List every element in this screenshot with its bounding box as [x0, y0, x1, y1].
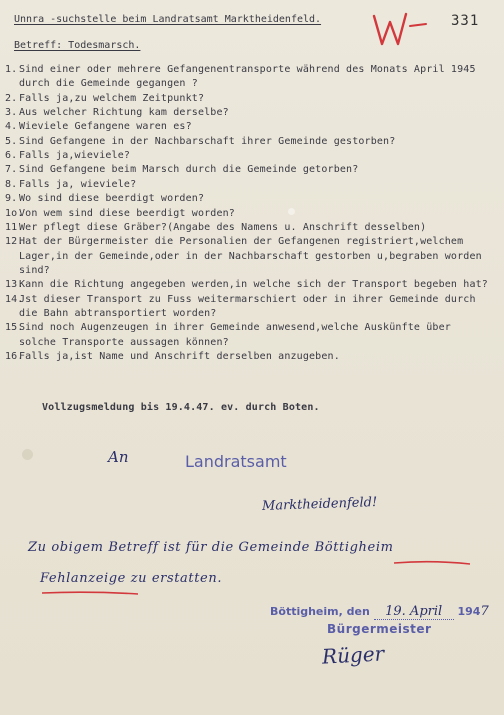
question-number: 15.: [5, 322, 24, 334]
question-number: 6.: [5, 150, 18, 162]
question-number: 2.: [5, 92, 18, 104]
question-text: Falls ja,ist Name und Anschrift derselben anzugeben.: [19, 351, 340, 362]
handwritten-salutation: An: [108, 448, 129, 466]
question-text: die Bahn abtransportiert worden?: [19, 307, 217, 319]
stamp-place-date: [270, 604, 489, 620]
question-text: Jst dieser Transport zu Fuss weitermarschiert oder in ihrer Gemeinde durch: [19, 293, 476, 305]
handwritten-signature: Rüger: [321, 641, 385, 669]
question-number: 12.: [5, 236, 24, 248]
question-text: Wieviele Gefangene waren es?: [19, 121, 192, 133]
question-text: Falls ja, wieviele?: [19, 178, 137, 190]
question-number: 1o.: [5, 207, 24, 219]
question-text: Sind Gefangene in der Nachbarschaft ihrer Gemeinde gestorben?: [19, 135, 396, 147]
question-number: 11.: [5, 221, 24, 233]
handwritten-town: Marktheidenfeld!: [261, 494, 378, 515]
question-number: 7.: [5, 164, 18, 176]
question-number: 8.: [5, 178, 18, 190]
handwritten-year: 7: [480, 604, 489, 619]
red-underline-town: [392, 560, 472, 566]
paper-spot: [288, 208, 295, 215]
question-number: 4.: [5, 121, 18, 133]
question-text: solche Transporte aussagen können?: [19, 336, 229, 348]
red-pencil-mark: [370, 6, 430, 52]
document-header: Unnra -suchstelle beim Landratsamt Marktheidenfeld.: [14, 14, 322, 25]
question-number: 16.: [5, 351, 24, 362]
question-number: 13.: [5, 279, 24, 291]
question-text: Wo sind diese beerdigt worden?: [19, 193, 205, 205]
handwritten-reply-line1: Zu obigem Betreff ist für die Gemeinde Böttigheim: [28, 540, 394, 555]
page-number: 331: [451, 13, 480, 29]
punch-hole: [22, 449, 33, 460]
question-text: Falls ja,wieviele?: [19, 150, 131, 162]
question-number: 1.: [5, 64, 18, 75]
red-underline-fehlanzeige: [40, 590, 140, 596]
question-text: Wer pflegt diese Gräber?(Angabe des Namens u. Anschrift desselben): [19, 221, 427, 233]
question-number: 9.: [5, 193, 18, 205]
question-text: sind?: [19, 264, 50, 276]
stamp-landratsamt: Landratsamt: [185, 452, 287, 471]
question-text: Aus welcher Richtung kam derselbe?: [19, 107, 229, 119]
handwritten-date: 19. April: [374, 604, 454, 620]
question-text: Sind Gefangene beim Marsch durch die Gemeinde getorben?: [19, 164, 359, 176]
question-text: Sind einer oder mehrere Gefangenentransporte während des Monats April 1945: [19, 64, 476, 75]
question-text: Sind noch Augenzeugen in ihrer Gemeinde anwesend,welche Auskünfte über: [19, 322, 451, 334]
stamp-buergermeister: Bürgermeister: [327, 622, 432, 636]
question-text: Lager,in der Gemeinde,oder in der Nachbarschaft gestorben u,begraben worden: [19, 250, 482, 262]
question-number: 5.: [5, 135, 18, 147]
stamp-place-date-prefix: Böttigheim, den: [270, 605, 370, 618]
question-text: durch die Gemeinde gegangen ?: [19, 78, 198, 90]
question-number: 14.: [5, 293, 24, 305]
question-text: Hat der Bürgermeister die Personalien der Gefangenen registriert,welchem: [19, 236, 464, 248]
question-text: Von wem sind diese beerdigt worden?: [19, 207, 235, 219]
document-subject: Betreff: Todesmarsch.: [14, 40, 141, 51]
question-number: 3.: [5, 107, 18, 119]
deadline-note: Vollzugsmeldung bis 19.4.47. ev. durch Boten.: [42, 402, 320, 413]
stamp-year-prefix: 194: [457, 605, 481, 618]
question-text: Kann die Richtung angegeben werden,in welche sich der Transport begeben hat?: [19, 279, 488, 291]
question-text: Falls ja,zu welchem Zeitpunkt?: [19, 92, 205, 104]
handwritten-reply-line2: Fehlanzeige zu erstatten.: [40, 571, 223, 586]
